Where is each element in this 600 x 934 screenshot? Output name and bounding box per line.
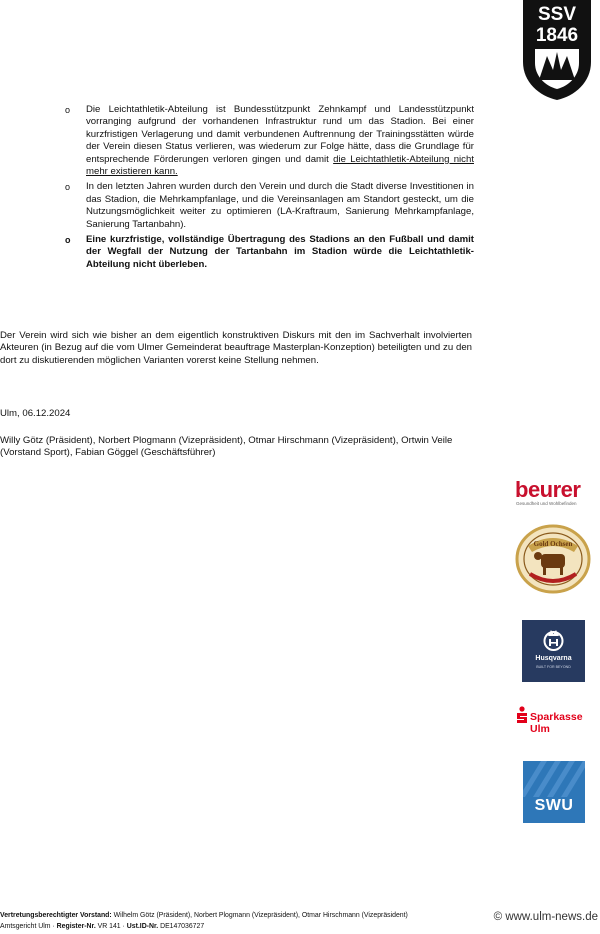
bullet-text: In den letzten Jahren wurden durch den Verein und durch die Stadt diverse Investitionen in das Stadion, die Mehrkampfanlage, und die Vereinsanlagen am Standort gesteckt, um die Nutzungsmöglichkeit weiter zu optimieren (LA-Kraftraum, Sanierung Mehrkampfanlage, Sanierung Tartanbahn). (86, 181, 474, 230)
husqvarna-logo (522, 620, 585, 682)
gold-ochsen-logo (514, 524, 592, 594)
bullet-text: Die Leichtathletik-Abteilung ist Bundesstützpunkt Zehnkampf und Landesstützpunkt vorranging aufgrund der vorhandenen Infrastruktur rund um das Stadion. Bei einer kurzfristigen Verlagerung und damit verbundenen Auftrennung der Trainingsstätten würde der Verein diesen Status verlieren, was wiederum zur Folge hätte, dass die Grundlage für entsprechende Förderungen verloren gingen und damit (86, 104, 474, 165)
crest-text-bottom: 1846 (535, 25, 579, 46)
sparkasse-line-2: Ulm (530, 723, 550, 735)
crest-text-top: SSV (537, 4, 577, 25)
gold-ochsen-wordmark: Gold Ochsen (533, 540, 573, 548)
sparkasse-name (530, 711, 583, 735)
sparkasse-line-1: Sparkasse (530, 711, 583, 723)
list-item (62, 234, 474, 271)
footer-board-label: Vertretungsberechtigter Vorstand: (0, 912, 112, 919)
beurer-wordmark: beurer (515, 477, 581, 502)
footer-court: Amtsgericht Ulm · (0, 923, 57, 930)
argument-list (62, 104, 474, 274)
closing-paragraph: Der Verein wird sich wie bisher an dem eigentlich konstruktiven Diskurs mit den im Sachverhalt involvierten Akteuren (in Bezug auf die vom Ulmer Gemeinderat beauftrage Masterplan-Konzeption) beteiligten und zu den dort zu diskutierenden möglichen Varianten vorerst keine Stellung nehmen. (0, 330, 472, 366)
footer-vat-label: Ust.ID-Nr. (126, 923, 159, 930)
bullet-text: Eine kurzfristige, vollständige Übertragung des Stadions an den Fußball und damit der Wegfall der Nutzung der Tartanbahn im Stadion würde die Leichtathletik-Abteilung nicht überleben. (86, 234, 474, 270)
bullet-marker: o (65, 235, 71, 246)
bullet-marker: o (65, 105, 71, 115)
footer-register: VR 141 · (95, 923, 127, 930)
source-watermark: © www.ulm-news.de (481, 910, 600, 925)
swu-logo (523, 761, 585, 823)
bullet-underlined-text: die Leichtathletik-Abteilung nicht mehr existieren kann. (86, 153, 474, 178)
list-item (62, 181, 474, 231)
husqvarna-crown-icon (542, 628, 565, 652)
footer-register-label: Register-Nr. (56, 923, 96, 930)
list-item (62, 104, 474, 178)
husqvarna-tagline: BUILT FOR BEYOND (536, 665, 571, 669)
bullet-marker: o (65, 182, 71, 193)
beurer-logo (513, 477, 597, 509)
ssv-1846-crest-logo (519, 0, 595, 100)
sparkasse-s-icon (516, 706, 528, 724)
place-and-date: Ulm, 06.12.2024 (0, 408, 71, 419)
footer-vat: DE147036727 (158, 923, 205, 930)
beurer-tagline: Gesundheit und Wohlbefinden (516, 501, 577, 506)
husqvarna-wordmark: Husqvarna (535, 655, 572, 662)
swu-wordmark: SWU (534, 797, 574, 814)
sparkasse-ulm-logo (516, 706, 596, 740)
signatories: Willy Götz (Präsident), Norbert Plogmann (Vizepräsident), Otmar Hirschmann (Vizepräsident), Ortwin Veile (Vorstand Sport), Fabian Göggel (Geschäftsführer) (0, 435, 453, 459)
swu-stripes-icon (523, 761, 585, 797)
footer-board: Wilhelm Götz (Präsident), Norbert Plogmann (Vizepräsident), Otmar Hirschmann (Vizepräsident) (111, 912, 408, 919)
